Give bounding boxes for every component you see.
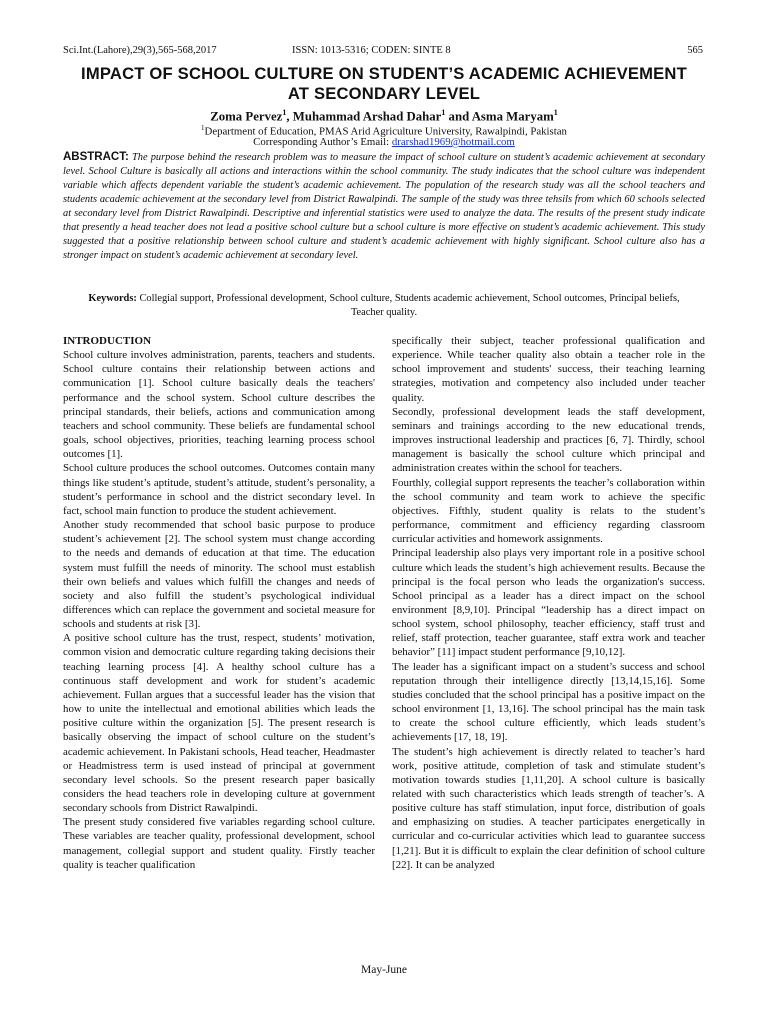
author-separator: , (286, 109, 293, 124)
affiliation-text: Department of Education, PMAS Arid Agriculture University, Rawalpindi, Pakistan (204, 125, 567, 138)
body-column-right (392, 334, 705, 872)
author-affiliation-marker: 1 (553, 108, 558, 117)
author-affiliation-marker: 1 (282, 108, 287, 117)
keywords (63, 292, 705, 320)
paragraph: A positive school culture has the trust, respect, students’ motivation, common vision and democratic culture regarding taking decisions their teaching learning process [4]. A healthy school culture has a continuous staff development and work for student’s academic achievement. Fullan argues that a successful leader has the vision that how to unite the intellectual and emotional abilities which leads the positive culture within the organization [5]. The present research is basically observing the impact of school culture on the student’s academic achievement. In Pakistani schools, Head teacher, Headmaster or Headmistress term is used instead of principal at government secondary level schools. So the present research paper basically considers the head teachers role in developing culture at government secondary schools from District Rawalpindi. (63, 632, 375, 815)
paragraph: Another study recommended that school basic purpose to produce student’s achievement [2]. The school system must change according to the needs and demands of education at that time. The education system must fulfill the needs of minority. The school must establish their own beliefs and values which fulfill the changes and needs of society and also fulfill the student’s psychological individual differences which can replace the government and societal measure for schools and students at risk [3]. (63, 519, 375, 631)
corresponding-label: Corresponding Author’s Email: (253, 136, 392, 148)
author-affiliation-marker: 1 (441, 108, 446, 117)
author-list (0, 106, 768, 123)
paper-title (40, 64, 728, 104)
page-footer: May-June (361, 964, 407, 976)
corresponding-author (0, 136, 768, 149)
paragraph: The present study considered five variables regarding school culture. These variables are teacher quality, professional development, school management, collegial support and student quality. Firstly teacher quality is teacher qualification (63, 816, 375, 871)
author-name: Zoma Pervez (210, 109, 283, 124)
affiliation-marker: 1 (201, 124, 205, 132)
author-separator: and (445, 109, 472, 124)
paragraph: specifically their subject, teacher professional qualification and experience. While teacher quality also obtain a teacher role in the school improvement and students' success, their teaching learning strategies, motivation and competency also included under teacher quality. (392, 335, 705, 404)
paragraph: Secondly, professional development leads the staff development, seminars and trainings according to the new educational trends, improves instructional leadership and practices [6, 7]. Thirdly, school management is basically the school culture which principal and administration creates within the school for teachers. (392, 405, 705, 475)
abstract (63, 150, 705, 263)
paper-title-line-1: IMPACT OF SCHOOL CULTURE ON STUDENT’S ACADEMIC ACHIEVEMENT (81, 64, 687, 83)
paragraph: The leader has a significant impact on a student’s success and school reputation through their intelligence directly [13,14,15,16]. Some studies concluded that the school principal has a positive impact on the school environment [1, 13,16]. The school principal has the main task to create the school culture efficiently, which leads student’s achievements [17, 18, 19]. (392, 660, 705, 744)
paper-title-line-2: AT SECONDARY LEVEL (287, 84, 481, 103)
email-link[interactable]: drarshad1969@hotmail.com (391, 136, 515, 148)
paragraph: The student’s high achievement is directly related to teacher’s hard work, positive attitude, completion of task and stimulate student’s motivation towards studies [1,11,20]. A school culture is basically related with such characteristics which leads strength of teacher’s. A positive culture has staff stimulation, input force, distribution of goals and emphasizing on studies. A teacher participates energetically in curricular and co-curricular activities which lead to guarantee success [1,21]. But it is difficult to explain the clear definition of school culture [22]. It can be analyzed (392, 745, 705, 871)
keywords-label: Keywords: (88, 293, 137, 304)
paragraph: Fourthly, collegial support represents the teacher’s collaboration within the school community and team work to achieve the specific objectives. Fifthly, student quality is relats to the student’s performance, commitment and efficiency regarding classroom curricular activities and homework assignments. (392, 476, 705, 546)
abstract-text: The purpose behind the research problem was to measure the impact of school culture on student’s academic achievement at secondary level. School Culture is basically all actions and interactions within the school community. The study indicates that the school culture was independent variable which affects dependent variable the student’s academic achievement. The population of the research study was all the school teachers and students academic achievement at the secondary level from District Rawalpindi. The sample of the study was three tehsils from which 60 schools selected at secondary level from District Rawalpindi. Descriptive and inferential statistics were used to analyze the data. The results of the present study indicate that presently a head teacher does not lead a positive school culture but a school culture is more effective on student’s academic achievement. This study suggested that a positive relationship between school culture and student’s academic achievement with highly significant. School culture also has a stronger impact on student’s academic achievement at secondary level. (63, 152, 705, 262)
section-heading: INTRODUCTION (63, 335, 152, 347)
issn-coden: ISSN: 1013-5316; CODEN: SINTE 8 (292, 45, 451, 56)
paragraph: School culture involves administration, parents, teachers and students. School culture contains their relationship between actions and communication [1]. School culture basically deals the teachers' performance and the school system. School culture describes the principal standards, their beliefs, actions and communication among teachers and school community. These beliefs are fundamental school goals, school objectives, priorities, teaching learning process school outcomes [1]. (63, 349, 375, 461)
abstract-label: ABSTRACT: (63, 151, 129, 163)
page-number: 565 (687, 45, 703, 56)
running-header (63, 45, 703, 61)
author-name: Muhammad Arshad Dahar (292, 109, 442, 124)
journal-citation: Sci.Int.(Lahore),29(3),565-568,2017 (63, 45, 217, 56)
body-column-left (63, 334, 375, 872)
author-name: Asma Maryam (471, 109, 554, 124)
paragraph: School culture produces the school outcomes. Outcomes contain many things like student’s aptitude, student’s attitude, student’s personality, a student’s performance in school and the district secondary level. In fact, school main function to produce the student achievement. (63, 462, 375, 517)
keywords-text: Collegial support, Professional development, School culture, Students academic achievement, School outcomes, Principal beliefs, Teacher quality. (139, 293, 680, 318)
paragraph: Principal leadership also plays very important role in a positive school culture which leads the student’s high achievement results. Because the principal is the focal person who leads the organization's success. School principal as a leader has a direct impact on the school environment [8,9,10]. Principal “leadership has a direct impact on school system, school philosophy, teacher efficiency, staff trust and relief, staff protection, teacher guarantee, staff extra work and teacher behavior” [11] impact student performance [9,10,12]. (392, 547, 705, 659)
